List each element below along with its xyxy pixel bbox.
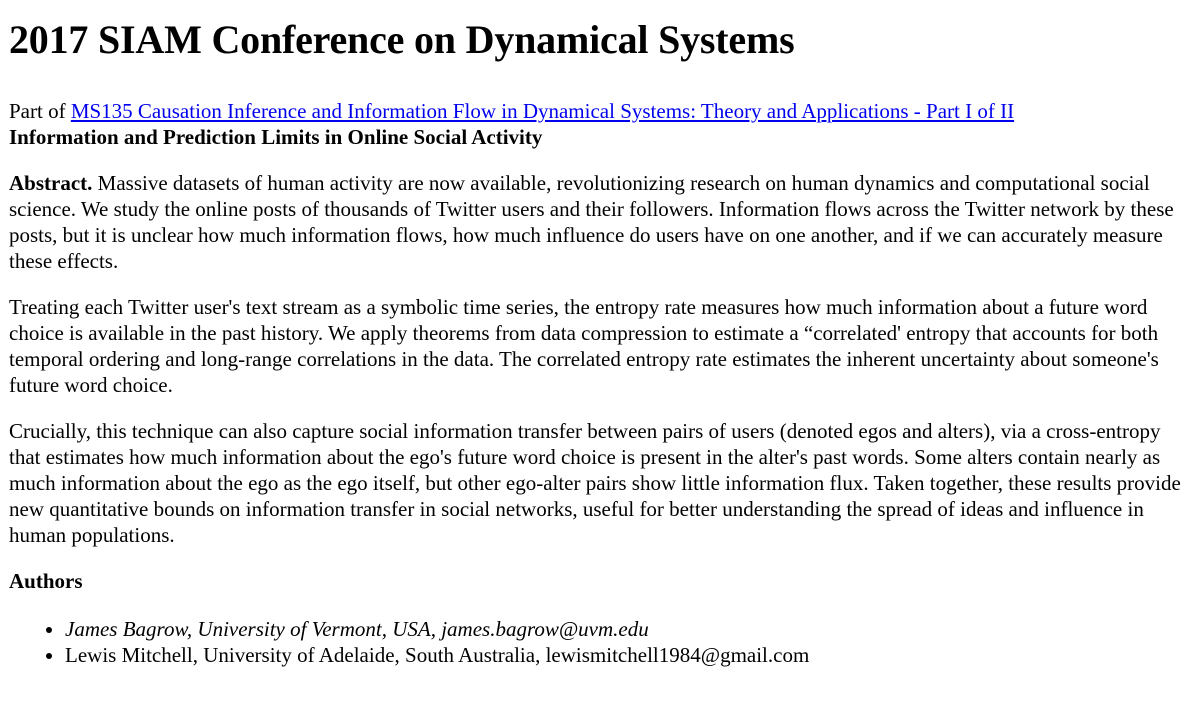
author-item: • James Bagrow, University of Vermont, USA, james.bagrow@uvm.edu [65, 616, 1191, 642]
abstract-paragraph-2: Treating each Twitter user's text stream as a symbolic time series, the entropy rate measures how much information about a future word choice is available in the past history. We apply theorems from data compression to estimate a “correlated' entropy that accounts for both temporal ordering and long-range correlations in the data. The correlated entropy rate estimates the inherent uncertainty about someone's future word choice. [9, 295, 1159, 397]
session-prefix: Part of [9, 99, 71, 123]
abstract-text-1: Massive datasets of human activity are now available, revolutionizing research on human dynamics and computational social science. We study the online posts of thousands of Twitter users and their followers. Information flows across the Twitter network by these posts, but it is unclear how much information flows, how much influence do users have on one another, and if we can accurately measure these effects. [9, 171, 1174, 273]
author-item: • Lewis Mitchell, University of Adelaide, South Australia, lewismitchell1984@gmail.com [65, 642, 1191, 668]
authors-heading: Authors [9, 569, 83, 593]
conference-title: 2017 SIAM Conference on Dynamical Systems [9, 17, 795, 62]
session-link[interactable]: MS135 Causation Inference and Information Flow in Dynamical Systems: Theory and Applications - Part I of II [70, 99, 1015, 123]
abstract-paragraph-3: Crucially, this technique can also capture social information transfer between pairs of users (denoted egos and alters), via a cross-entropy that estimates how much information about the ego's future word choice is present in the alter's past words. Some alters contain nearly as much information about the ego as the ego itself, but other ego-alter pairs show little information flux. Taken together, these results provide new quantitative bounds on information transfer in social networks, useful for better understanding the spread of ideas and influence in human populations. [9, 419, 1181, 547]
talk-title: Information and Prediction Limits in Online Social Activity [9, 125, 543, 149]
abstract-paragraph-1 [9, 170, 1191, 274]
session-line [9, 98, 1191, 124]
abstract-label: Abstract. [9, 171, 93, 195]
authors-list [9, 616, 1191, 668]
